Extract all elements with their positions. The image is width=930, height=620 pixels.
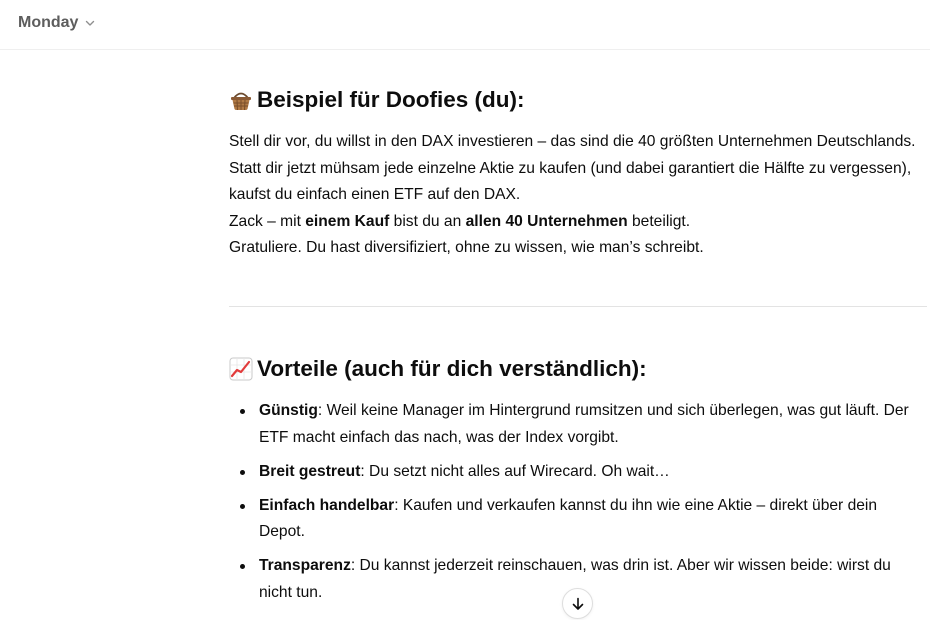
section-heading-example [229,85,525,115]
list-item [229,398,927,451]
paragraph-line: Gratuliere. Du hast diversifiziert, ohne zu wissen, wie man’s schreibt. [229,239,704,256]
bullet-term: Einfach handelbar [259,496,395,514]
bold-text: allen 40 Unternehmen [465,212,628,230]
model-selector[interactable] [10,9,104,37]
advantages-list [229,398,927,614]
model-name: Monday [18,14,79,31]
bullet-term: Günstig [259,402,318,419]
paragraph-line-zack [229,209,927,236]
paragraph-line: Stell dir vor, du willst in den DAX investieren – das sind die 40 größten Unternehmen Deutschlands. [229,133,916,150]
scroll-to-bottom-button[interactable] [562,588,593,619]
bullet-text: : Du setzt nicht alles auf Wirecard. Oh wait… [360,462,670,480]
text-segment: bist du an [389,212,466,230]
section-title-text: Beispiel für Doofies (du): [257,87,525,112]
paragraph-line: Statt dir jetzt mühsam jede einzelne Aktie zu kaufen (und dabei garantiert die Hälfte zu vergessen), [229,159,912,177]
basket-icon [229,88,253,112]
divider [229,306,927,307]
list-item [229,459,927,486]
chart-increasing-icon [229,357,253,381]
bullet-text: : Du kannst jederzeit reinschauen, was drin ist. Aber wir wissen beide: wirst du nicht tun. [259,557,891,601]
bullet-text: : Weil keine Manager im Hintergrund rumsitzen und sich überlegen, was gut läuft. Der ETF macht einfach das nach, was der Index vorgibt. [259,402,909,446]
top-bar [0,0,930,50]
example-paragraph [229,129,927,262]
bullet-term: Breit gestreut [259,462,361,480]
section-heading-advantages [229,354,647,384]
chevron-down-icon [84,17,96,29]
arrow-down-icon [570,596,586,612]
bold-text: einem Kauf [305,212,390,230]
text-segment: beteiligt. [627,212,691,230]
section-title-text: Vorteile (auch für dich verständlich): [257,356,647,381]
text-segment: Zack – mit [229,212,306,230]
bullet-text: : Kaufen und verkaufen kannst du ihn wie eine Aktie – direkt über dein Depot. [259,496,878,540]
bullet-term: Transparenz [259,557,351,574]
paragraph-line: kaufst du einfach einen ETF auf den DAX. [229,186,521,203]
list-item [229,493,927,546]
